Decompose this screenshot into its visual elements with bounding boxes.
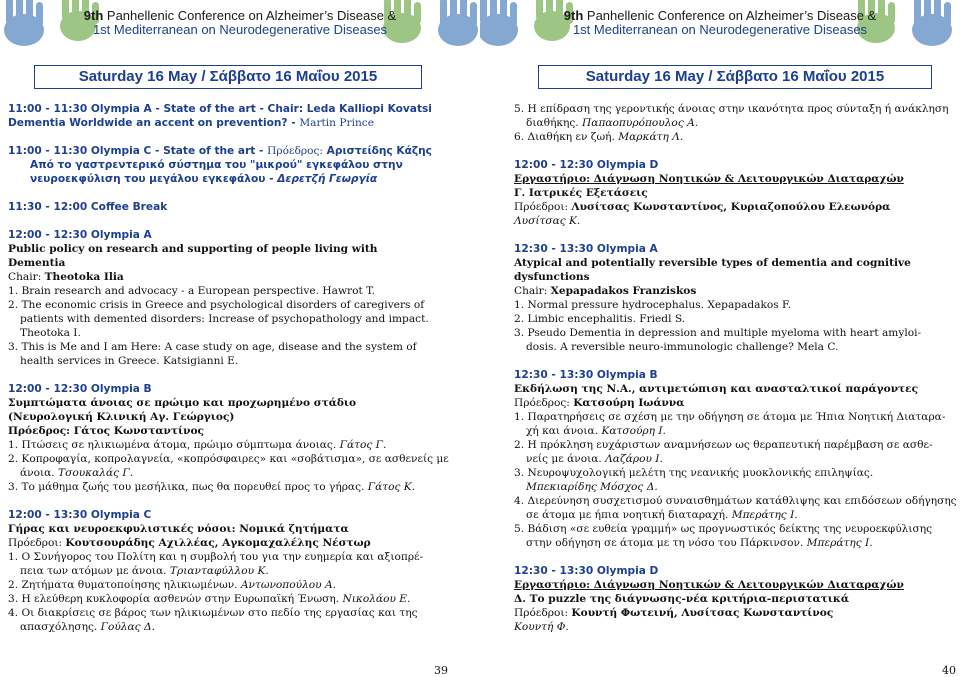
list-item (8, 578, 478, 592)
text-span: Leda Kalliopi Kovatsi (303, 103, 432, 115)
list-item: 3. This is Me and I am Here: A case study on age, disease and the system of (8, 341, 417, 353)
text-span: διαθήκης. (526, 117, 583, 129)
text-line: patients with demented disorders: Increase of psychopathology and impact. (20, 313, 429, 325)
page-number: 39 (434, 664, 448, 677)
list-item: 1. Brain research and advocacy - a European perspective. Hawrot T. (8, 285, 375, 297)
list-item: 5. Βάδιση «σε ευθεία γραμμή» ως προγνωστικός δείκτης της νευροεκφύλισης (514, 523, 933, 535)
text-line: Εκδήλωση της Ν.Α., αντιμετώπιση και ανασταλτικοί παράγοντες (514, 383, 919, 395)
session-heading (8, 102, 478, 116)
text-span: Μπεράτης Ι. (731, 509, 798, 521)
page-number: 40 (942, 664, 956, 677)
text-line (514, 536, 958, 550)
text-line: (Νευρολογική Κλινική Αγ. Γεώργιος) (8, 411, 235, 423)
conference-title: 9th Panhellenic Conference on Alzheimer’s Disease & 1st Mediterranean on Neurodegenerative Diseases (83, 8, 397, 37)
text-span: Πρόεδροι: (514, 201, 572, 213)
text-line (514, 424, 958, 438)
text-span: 1. Πτώσεις σε ηλικιωμένα άτομα, πρώιμο σύμπτωμα άνοιας. (8, 439, 340, 451)
session-heading: 12:00 - 12:30 Olympia A (8, 229, 152, 241)
text-line (8, 270, 478, 284)
text-span: απασχόλησης. (20, 621, 101, 633)
text-span: Theotoka Ilia (44, 271, 124, 283)
right-page (480, 0, 960, 677)
list-item: 1. Παρατηρήσεις σε σχέση με την οδήγηση σε άτομα με Ήπια Νοητική Διαταρα- (514, 411, 946, 423)
text-line: health services in Greece. Katsigianni E. (20, 355, 239, 367)
list-item: 2. The economic crisis in Greece and psychological disorders of caregivers of (8, 299, 425, 311)
text-span: πεια των ατόμων με άνοια. (20, 565, 170, 577)
coffee-break: 11:30 - 12:00 Coffee Break (8, 201, 168, 213)
list-item: 2. Κοπροφαγία, κοπρολαγνεία, «κοπρόσφαιρες» και «σοβάτισμα», σε ασθενείς με (8, 453, 449, 465)
text-span: 2. Ζητήματα θυματοποίησης ηλικιωμένων. (8, 579, 241, 591)
text-span: Κατσούρη Ι. (601, 425, 666, 437)
list-item: 2. Limbic encephalitis. Friedl S. (514, 313, 686, 325)
text-span: Xepapadakos Franziskos (550, 285, 697, 297)
text-span: νευροεκφύλιση του μεγάλου εγκεφάλου - (30, 173, 278, 185)
list-item (8, 592, 478, 606)
text-line: Δ. Το puzzle της διάγνωσης-νέα κριτήρια-περιστατικά (514, 593, 850, 605)
day-title: Saturday 16 May / Σάββατο 16 Μαΐου 2015 (34, 65, 422, 89)
text-line (8, 620, 478, 634)
text-line (514, 284, 958, 298)
text-span: Μαρκάτη Λ. (618, 131, 684, 143)
text-line (8, 466, 478, 480)
text-span: Αντωνοπούλου Α. (240, 579, 336, 591)
list-item (8, 480, 478, 494)
text-line: Γ. Ιατρικές Εξετάσεις (514, 187, 648, 199)
text-span: Πρόεδροι: (8, 537, 66, 549)
text-line: Συμπτώματα άνοιας σε πρώιμο και προχωρημένο στάδιο (8, 397, 357, 409)
list-item: 4. Οι διακρίσεις σε βάρος των ηλικιωμένων στο πεδίο της εργασίας και της (8, 607, 418, 619)
text-span: 3. Η ελεύθερη κυκλοφορία ασθενών στην Ευρωπαϊκή Ένωση. (8, 593, 343, 605)
text-line (514, 396, 958, 410)
session-heading: 12:00 - 13:30 Olympia C (8, 509, 152, 521)
text-span: Τριανταφύλλου Κ. (169, 565, 269, 577)
text-line (514, 606, 958, 620)
text-line: Εργαστήριο: Διάγνωση Νοητικών & Λειτουργικών Διαταραχών (514, 579, 904, 591)
text-span: Τσουκαλάς Γ. (58, 467, 134, 479)
text-line: Γήρας και νευροεκφυλιστικές νόσοι: Νομικά ζητήματα (8, 523, 349, 535)
session-heading: 12:00 - 12:30 Olympia B (8, 383, 152, 395)
text-span: Γάτος Γ. (339, 439, 387, 451)
text-span: Γούλας Δ. (100, 621, 155, 633)
text-span: Γάτος Κ. (367, 481, 416, 493)
list-item: 3. Νευροψυχολογική μελέτη της νεανικής μυοκλονικής επιληψίας. (514, 467, 874, 479)
text-span: χή και άνοια. (526, 425, 602, 437)
text-line: Κουντή Φ. (514, 621, 569, 633)
list-item: 2. Η πρόκληση ευχάριστων αναμνήσεων ως θεραπευτική παρέμβαση σε ασθε- (514, 439, 933, 451)
text-span: Chair: (514, 285, 551, 297)
list-item: 5. Η επίδραση της γεροντικής άνοιας στην ικανότητα προς σύνταξη ή ανάκληση (514, 103, 949, 115)
text-span: Martin Prince (299, 117, 374, 129)
text-span: σε άτομα με ήπια νοητική διαταραχή. (526, 509, 732, 521)
text-span: Λαζάρου Ι. (605, 453, 663, 465)
text-span: άνοια. (20, 467, 59, 479)
text-span: Πρόεδρος: (267, 145, 323, 157)
text-line: Από το γαστρεντερικό σύστημα του "μικρού" εγκεφάλου στην (30, 159, 403, 171)
text-line (514, 116, 958, 130)
text-line: Public policy on research and supporting of people living with (8, 243, 378, 255)
text-line: Εργαστήριο: Διάγνωση Νοητικών & Λειτουργικών Διαταραχών (514, 173, 904, 185)
text-span: 3. Το μάθημα ζωής του μεσήλικα, πως θα πορευθεί προς το γήρας. (8, 481, 368, 493)
session-heading: 12:30 - 13:30 Olympia A (514, 243, 658, 255)
program-column-left (8, 102, 478, 634)
text-line: Dementia (8, 257, 66, 269)
text-span: Chair: (8, 271, 45, 283)
text-span: 6. Διαθήκη εν ζωή. (514, 131, 619, 143)
program-column-right (514, 102, 958, 634)
conference-title: 9th Panhellenic Conference on Alzheimer’s Disease & 1st Mediterranean on Neurodegenerative Diseases (563, 8, 877, 37)
text-span: Κατσούρη Ιωάννα (573, 397, 685, 409)
text-span: νείς με άνοια. (526, 453, 606, 465)
list-item (514, 130, 958, 144)
text-span: στην οδήγηση σε άτομα με τη νόσο του Πάρκινσον. (526, 537, 807, 549)
text-line: dosis. A reversible neuro-immunologic challenge? Mela C. (526, 341, 839, 353)
text-line (514, 452, 958, 466)
text-span: Dementia Worldwide an accent on prevention? - (8, 117, 300, 129)
session-heading: 12:30 - 13:30 Olympia D (514, 565, 659, 577)
text-line: Theotoka I. (20, 327, 81, 339)
text-span: Κουντή Φωτεινή, Λυσίτσας Κωνσταντίνος (571, 607, 834, 619)
text-line (8, 116, 478, 130)
text-line: Μπεκιαρίδης Μόσχος Δ. (526, 481, 658, 493)
text-span: 11:00 - 11:30 Olympia A - State of the art - Chair: (8, 103, 304, 115)
text-span: 11:00 - 11:30 Olympia C - State of the art - (8, 145, 268, 157)
list-item: 1. Normal pressure hydrocephalus. Xepapadakos F. (514, 299, 792, 311)
text-span: Πρόεδροι: (514, 607, 572, 619)
list-item: 1. Ο Συνήγορος του Πολίτη και η συμβολή του για την ευημερία και αξιοπρέ- (8, 551, 424, 563)
session-heading (8, 144, 478, 158)
text-span: Αριστείδης Κάζης (322, 145, 432, 157)
text-span: Νικολάου Ε. (342, 593, 411, 605)
text-span: Πρόεδρος: (514, 397, 574, 409)
text-line: Λυσίτσας Κ. (514, 215, 581, 227)
text-span: Κουτσουράδης Αχιλλέας, Αγκομαχαλέλης Νέστωρ (65, 537, 371, 549)
list-item (8, 438, 478, 452)
text-line (8, 172, 478, 186)
text-line (8, 564, 478, 578)
text-span: Λυσίτσας Κωνσταντίνος, Κυριαζοπούλου Ελεωνόρα (571, 201, 891, 213)
list-item: 3. Pseudo Dementia in depression and multiple myeloma with heart amyloi- (514, 327, 922, 339)
text-line (514, 200, 958, 214)
text-span: Παπαοπυρόπουλος Α. (582, 117, 699, 129)
session-heading: 12:30 - 13:30 Olympia B (514, 369, 658, 381)
list-item: 4. Διερεύνηση συσχετισμού συναισθημάτων κατάθλιψης και επιδόσεων οδήγησης (514, 495, 957, 507)
session-heading: 12:00 - 12:30 Olympia D (514, 159, 659, 171)
text-span: Μπεράτης Ι. (806, 537, 873, 549)
text-line (8, 536, 478, 550)
text-span: Δερετζή Γεωργία (277, 173, 378, 185)
text-line: Πρόεδρος: Γάτος Κωνσταντίνος (8, 425, 204, 437)
text-line: Atypical and potentially reversible types of dementia and cognitive (514, 257, 911, 269)
text-line: dysfunctions (514, 271, 590, 283)
text-line (514, 508, 958, 522)
day-title: Saturday 16 May / Σάββατο 16 Μαΐου 2015 (538, 65, 932, 89)
